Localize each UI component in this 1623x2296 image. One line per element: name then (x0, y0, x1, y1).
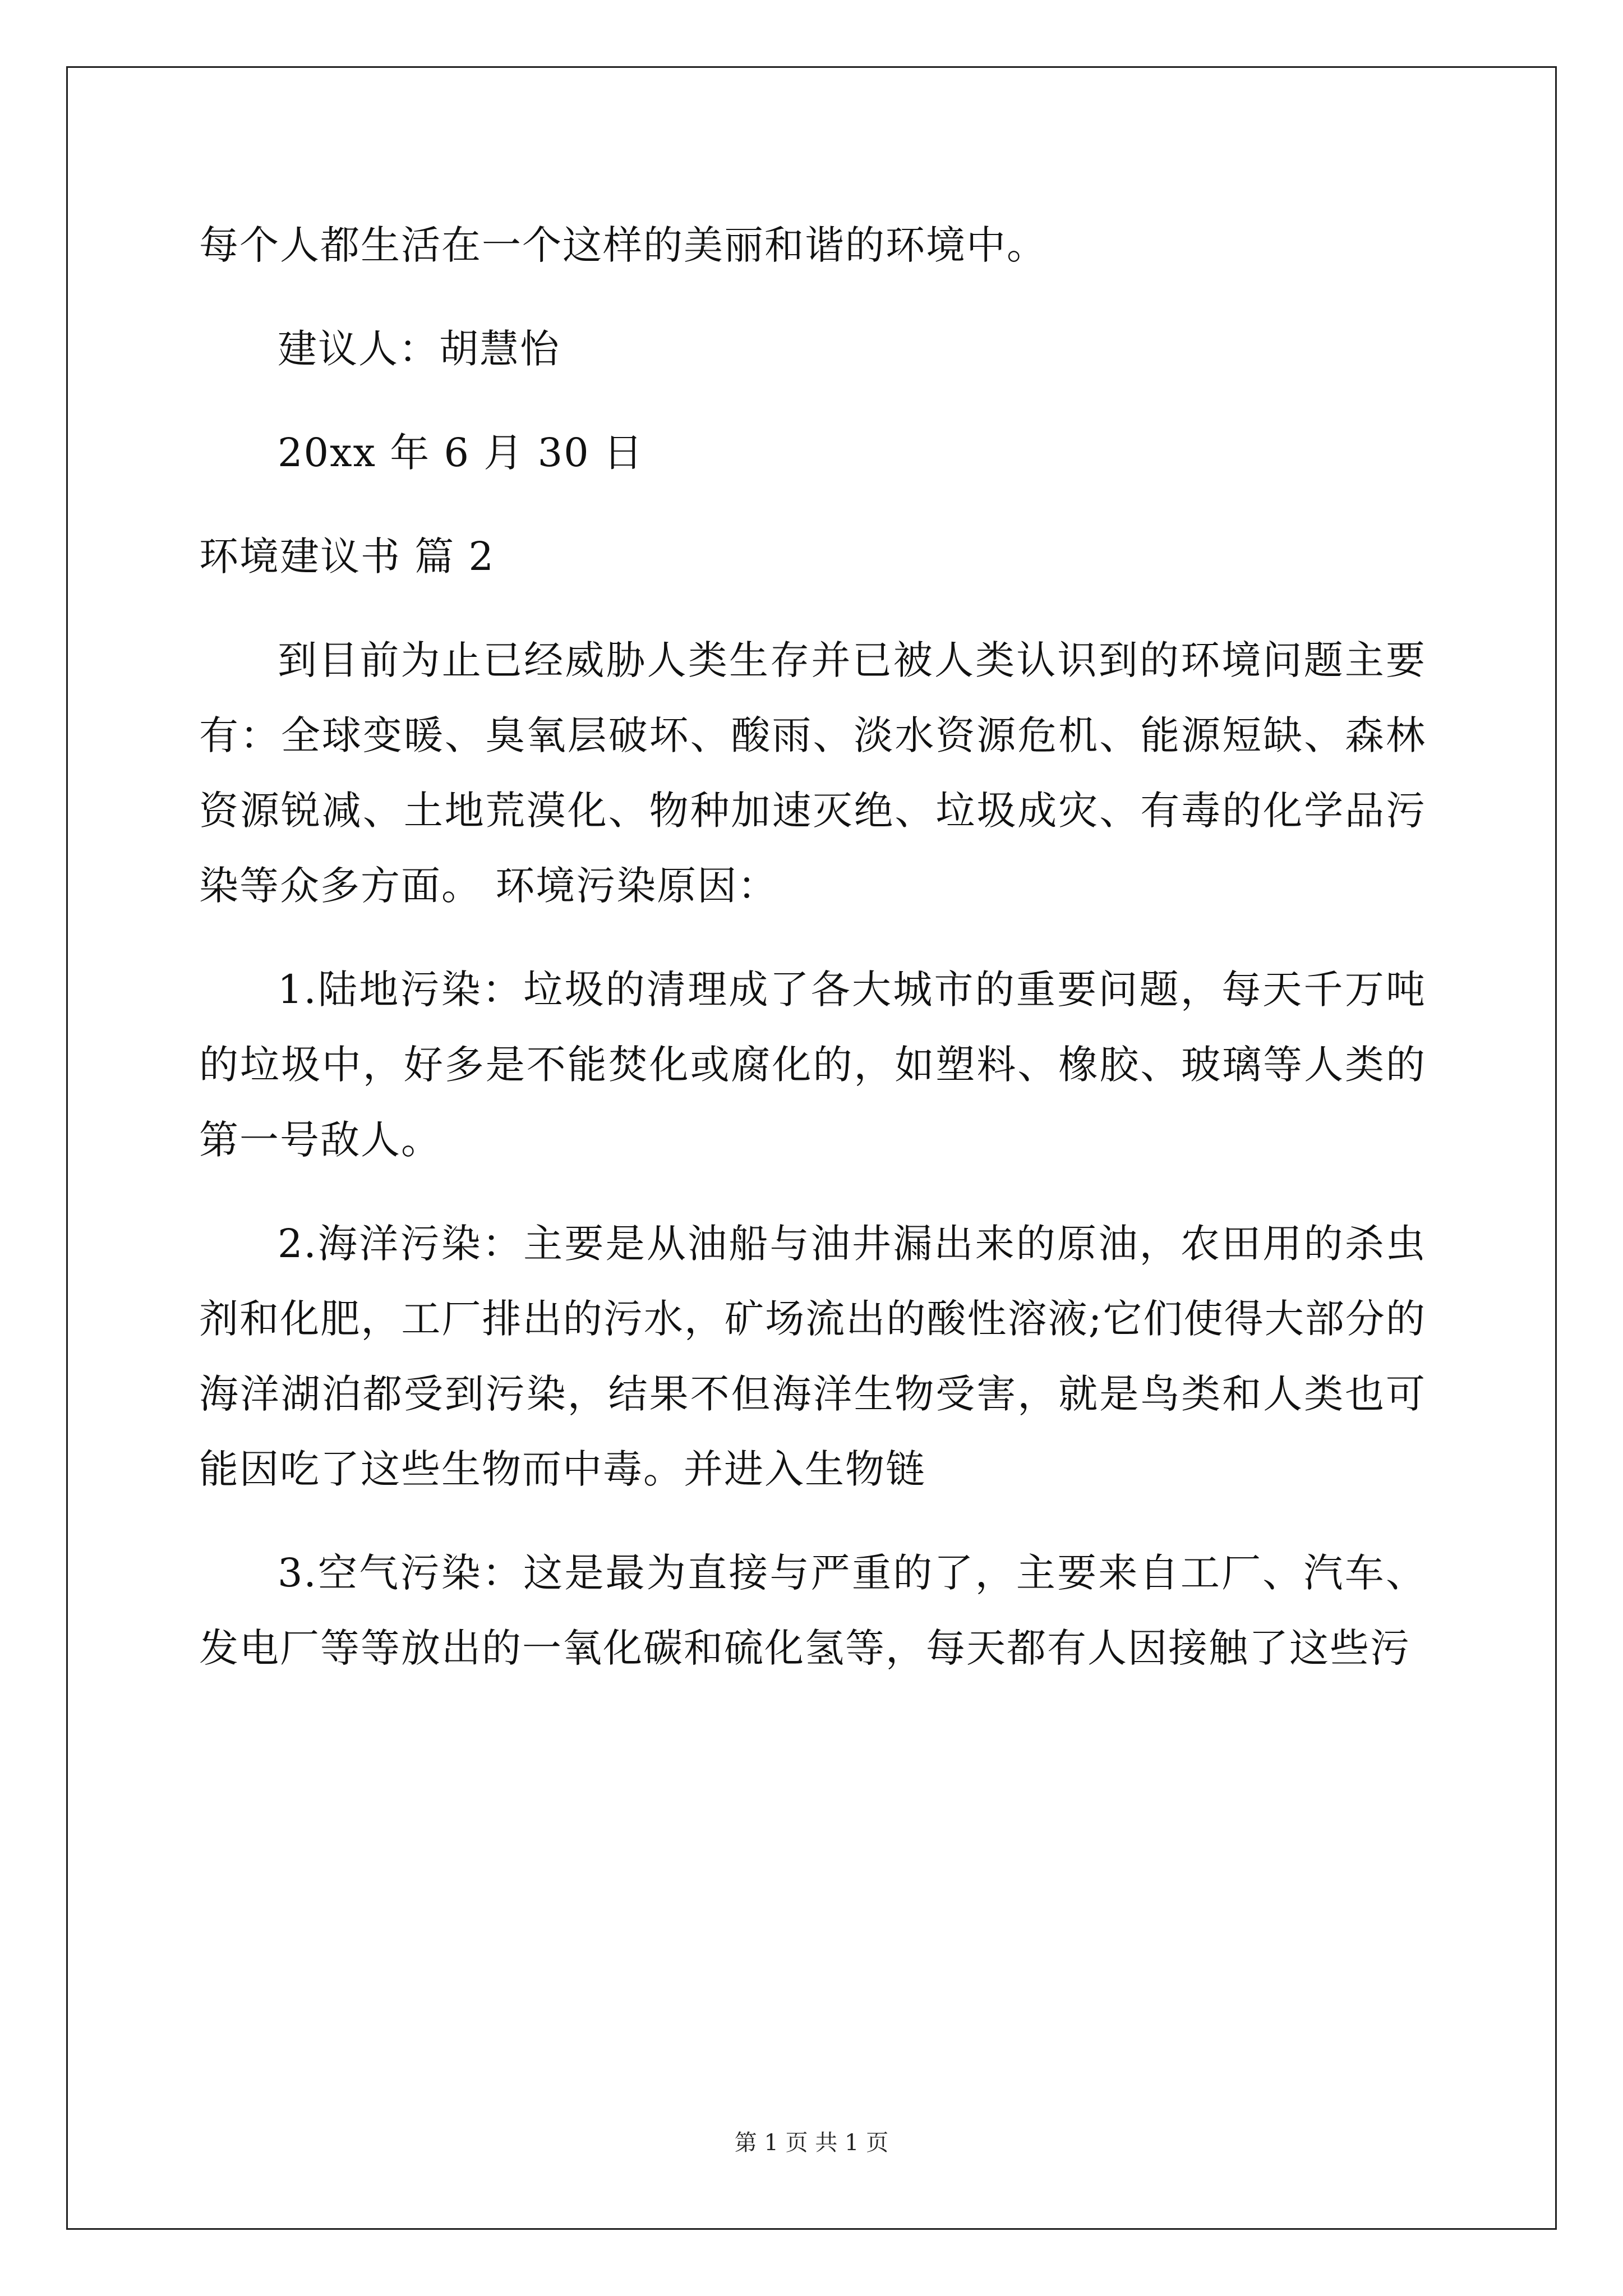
text-line: 资源锐减、土地荒漠化、物种加速灭绝、垃圾成灾、有毒的化学品污 (199, 788, 1426, 834)
paragraph (199, 208, 1426, 283)
text-line: 建议人：胡慧怡 (278, 326, 560, 372)
paragraph (199, 415, 1426, 490)
text-line: 的垃圾中，好多是不能焚化或腐化的，如塑料、橡胶、玻璃等人类的 (199, 1042, 1426, 1088)
text-line: 每个人都生活在一个这样的美丽和谐的环境中。 (199, 222, 1047, 268)
text-line: 染等众多方面。 环境污染原因： (199, 863, 778, 909)
text-line: 有：全球变暖、臭氧层破坏、酸雨、淡水资源危机、能源短缺、森林 (199, 712, 1426, 758)
paragraph (199, 952, 1426, 1177)
text-line: 剂和化肥，工厂排出的污水，矿场流出的酸性溶液;它们使得大部分的 (199, 1296, 1426, 1342)
document-body (199, 208, 1426, 1714)
paragraph (199, 1206, 1426, 1507)
text-line: 环境建议书 篇 2 (199, 533, 495, 579)
text-line: 20xx 年 6 月 30 日 (278, 430, 644, 476)
paragraph (199, 519, 1426, 594)
text-line: 2.海洋污染：主要是从油船与油井漏出来的原油，农田用的杀虫 (278, 1221, 1426, 1267)
text-line: 到目前为止已经威胁人类生存并已被人类认识到的环境问题主要 (278, 637, 1426, 683)
text-line: 发电厂等等放出的一氧化碳和硫化氢等，每天都有人因接触了这些污 (199, 1625, 1410, 1671)
text-line: 1.陆地污染：垃圾的清理成了各大城市的重要问题，每天千万吨 (278, 967, 1426, 1013)
paragraph (199, 623, 1426, 923)
text-line: 海洋湖泊都受到污染，结果不但海洋生物受害，就是鸟类和人类也可 (199, 1371, 1426, 1417)
text-line: 第一号敌人。 (199, 1117, 441, 1163)
paragraph (199, 1535, 1426, 1686)
page-footer: 第 1 页 共 1 页 (734, 2130, 889, 2156)
text-line: 3.空气污染：这是最为直接与严重的了，主要来自工厂、汽车、 (278, 1550, 1426, 1596)
paragraph (199, 311, 1426, 386)
text-line: 能因吃了这些生物而中毒。并进入生物链 (199, 1446, 926, 1492)
